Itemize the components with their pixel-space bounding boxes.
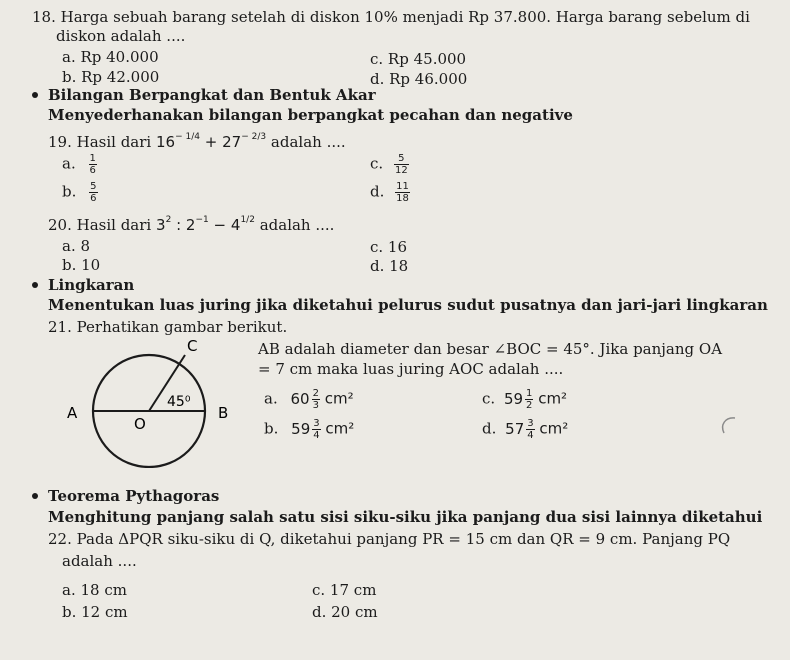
q18-text-cont: diskon adalah .... (56, 27, 186, 45)
q18-option-b: b. Rp 42.000 (62, 68, 160, 86)
section-subtitle-pythagoras: Menghitung panjang salah satu sisi siku-siku jika panjang dua sisi lainnya diketahui (48, 508, 763, 526)
section-subtitle-lingkaran: Menentukan luas juring jika diketahui pelurus sudut pusatnya dan jari-jari lingkaran (48, 296, 768, 314)
q19-prompt: 19. Hasil dari $16^{- 1/4} + 27^{- 2/3}$ adalah .... (48, 132, 346, 151)
q22-line2: adalah .... (62, 552, 137, 570)
q18-option-a: a. Rp 40.000 (62, 48, 159, 66)
q19-option-d: d. $\frac{11}{18}$ (370, 181, 409, 204)
q22-option-d: d. 20 cm (312, 603, 378, 621)
point-b-label: B (218, 404, 229, 422)
section-title-lingkaran: Lingkaran (48, 276, 135, 294)
bullet-icon (32, 92, 38, 98)
q21-option-c: c. 59 $\frac{1}{2}$ cm² (482, 388, 568, 411)
q18-option-c: c. Rp 45.000 (370, 50, 467, 68)
q20-option-a: a. 8 (62, 237, 91, 255)
q22-option-a: a. 18 cm (62, 581, 127, 599)
q21-line1: AB adalah diameter dan besar ∠BOC = 45°. Jika panjang OA (258, 340, 723, 358)
q20-option-c: c. 16 (370, 238, 408, 256)
point-o-label: O (134, 415, 146, 433)
pencil-mark (715, 415, 745, 437)
q19-option-b: b. $\frac{5}{6}$ (62, 181, 97, 204)
q21-line2: = 7 cm maka luas juring AOC adalah .... (258, 360, 564, 378)
q19-term1: $16^{- 1/4}$ (156, 132, 200, 151)
q22-option-c: c. 17 cm (312, 581, 377, 599)
q20-option-d: d. 18 (370, 257, 409, 275)
q22-option-b: b. 12 cm (62, 603, 128, 621)
q19-term2: $27^{- 2/3}$ (222, 132, 267, 151)
section-title-pythagoras: Teorema Pythagoras (48, 487, 220, 505)
q18-option-d: d. Rp 46.000 (370, 70, 468, 88)
section-title-bilangan: Bilangan Berpangkat dan Bentuk Akar (48, 86, 376, 104)
q19-option-c: c. $\frac{5}{12}$ (370, 153, 408, 176)
q19-option-a: a. $\frac{1}{6}$ (62, 153, 96, 176)
bullet-icon (32, 493, 38, 499)
q18-text: 18. Harga sebuah barang setelah di diskon 10% menjadi Rp 37.800. Harga barang sebelum di (32, 8, 750, 26)
q21-option-d: d. 57 $\frac{3}{4}$ cm² (482, 418, 569, 441)
q21-option-b: b. 59 $\frac{3}{4}$ cm² (264, 418, 355, 441)
q20-option-b: b. 10 (62, 256, 101, 274)
bullet-icon (32, 282, 38, 288)
angle-label: 45⁰ (167, 394, 191, 410)
q21-intro: 21. Perhatikan gambar berikut. (48, 318, 288, 336)
q21-option-a: a. 60 $\frac{2}{3}$ cm² (264, 388, 354, 411)
point-a-label: A (67, 404, 78, 422)
q20-prompt: 20. Hasil dari $3^2$ : $2^{-1} - 4^{1/2}$ adalah .... (48, 215, 335, 234)
circle-diagram (55, 338, 255, 468)
q22-line1: 22. Pada ΔPQR siku-siku di Q, diketahui panjang PR = 15 cm dan QR = 9 cm. Panjang PQ (48, 530, 731, 548)
point-c-label: C (187, 338, 198, 355)
section-subtitle-bilangan: Menyederhanakan bilangan berpangkat pecahan dan negative (48, 106, 573, 124)
